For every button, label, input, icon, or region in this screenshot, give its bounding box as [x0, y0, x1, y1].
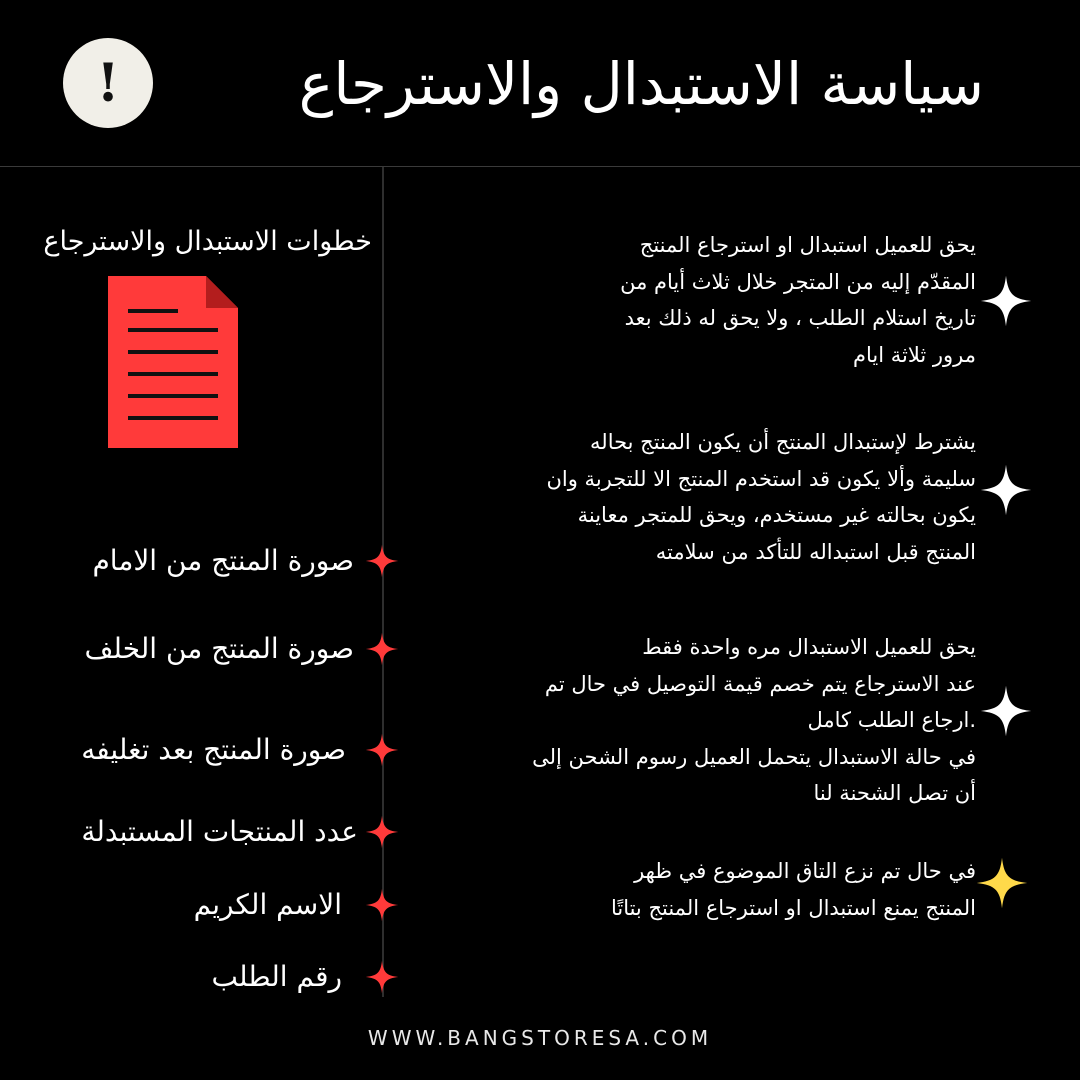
step-item [81, 730, 400, 770]
policy-block [416, 227, 976, 373]
white-sparkle-icon [978, 462, 1034, 518]
red-sparkle-icon [364, 543, 400, 579]
step-label: صورة المنتج من الامام [92, 544, 354, 577]
steps-title: خطوات الاستبدال والاسترجاع [43, 226, 372, 257]
red-sparkle-icon [364, 959, 400, 995]
red-sparkle-icon [364, 814, 400, 850]
step-item [81, 812, 400, 852]
step-item [212, 957, 400, 997]
step-item [194, 885, 400, 925]
red-sparkle-icon [364, 732, 400, 768]
yellow-sparkle-icon [974, 855, 1030, 911]
exclamation-icon: ! [96, 52, 120, 114]
policy-line: يحق للعميل الاستبدال مره واحدة فقط [642, 635, 976, 659]
column-divider [382, 167, 384, 997]
alert-badge [63, 38, 153, 128]
step-label: عدد المنتجات المستبدلة [81, 815, 358, 848]
policy-line: يحق للعميل استبدال او استرجاع المنتج [639, 233, 976, 257]
policy-line: في حال تم نزع التاق الموضوع في ظهر [634, 859, 976, 883]
policy-line: .ارجاع الطلب كامل [807, 708, 976, 732]
red-sparkle-icon [364, 631, 400, 667]
website-url: WWW.BANGSTORESA.COM [367, 1026, 713, 1050]
document-icon [108, 276, 238, 448]
policy-line: المنتج قبل استبداله للتأكد من سلامته [655, 539, 976, 564]
policy-line: عند الاسترجاع يتم خصم قيمة التوصيل في حال تم [544, 671, 976, 696]
policy-block [416, 853, 976, 926]
step-label: الاسم الكريم [193, 888, 342, 921]
policy-line: في حالة الاستبدال يتحمل العميل رسوم الشحن إلى [532, 744, 976, 769]
step-item [92, 541, 400, 581]
step-label: رقم الطلب [211, 960, 342, 993]
red-sparkle-icon [364, 887, 400, 923]
policy-line: سليمة وألا يكون قد استخدم المنتج الا للتجربة وان [546, 466, 976, 491]
step-label: صورة المنتج من الخلف [84, 632, 354, 665]
policy-block [416, 424, 976, 570]
policy-line: المنتج يمنع استبدال او استرجاع المنتج بتاتًا [610, 895, 976, 920]
step-label: صورة المنتج بعد تغليفه [81, 733, 346, 766]
white-sparkle-icon [978, 683, 1034, 739]
step-item [84, 629, 400, 669]
policy-block [416, 629, 976, 812]
policy-line: المقدّم إليه من المتجر خلال ثلاث أيام من [620, 269, 976, 294]
page-title: سياسة الاستبدال والاسترجاع [298, 50, 984, 118]
header-divider [0, 166, 1080, 167]
policy-line: تاريخ استلام الطلب ، ولا يحق له ذلك بعد [624, 306, 976, 330]
white-sparkle-icon [978, 273, 1034, 329]
policy-line: يكون بحالته غير مستخدم، ويحق للمتجر معاينة [577, 503, 976, 527]
policy-line: يشترط لإستبدال المنتج أن يكون المنتج بحاله [590, 430, 976, 454]
policy-line: مرور ثلاثة ايام [852, 342, 976, 367]
policy-line: أن تصل الشحنة لنا [813, 781, 976, 805]
